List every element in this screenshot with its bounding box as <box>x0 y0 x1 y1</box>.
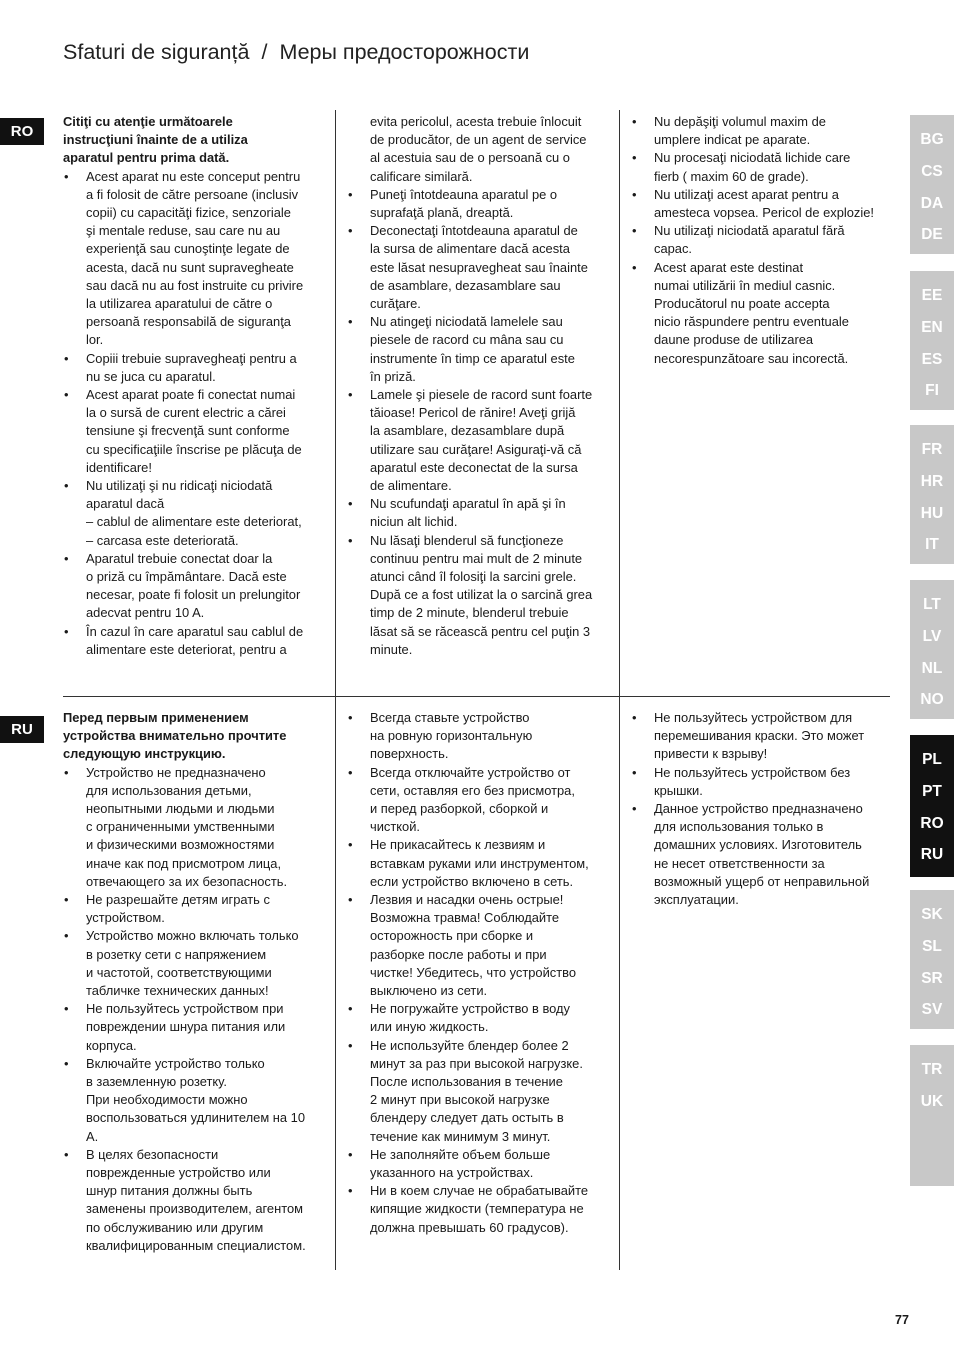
list-item <box>631 800 893 909</box>
list-item-line: возможный ущерб от неправильной <box>654 873 870 889</box>
list-item-line: • Copiii trebuie supravegheaţi pentru a <box>86 350 297 366</box>
ro-column-3 <box>631 113 893 693</box>
intro-line: aparatul pentru prima dată. <box>63 150 230 166</box>
list-item-line: la o sursă de curent electric a cărei <box>86 405 286 421</box>
column-divider <box>335 110 336 697</box>
list-item <box>347 1182 612 1237</box>
list-item-line: şi mentale reduse, sau care nu au <box>86 223 281 239</box>
list-item-line: заменены производителем, агентом <box>86 1201 303 1217</box>
list-item-line: выключено из сети. <box>370 983 488 999</box>
language-link-sl[interactable]: SL <box>922 937 942 955</box>
list-item-continuation <box>347 113 612 186</box>
intro-line: Перед первым применением <box>63 710 249 725</box>
list-item <box>63 350 325 386</box>
list-item <box>63 623 325 659</box>
list-item <box>63 477 325 550</box>
intro-line: следующую инструкцию. <box>63 746 226 762</box>
list-item <box>347 891 612 1000</box>
language-group <box>910 890 954 1029</box>
list-item-line: – carcasa este deteriorată. <box>86 532 239 548</box>
list-item-line: устройством. <box>86 910 165 926</box>
list-item-line: или иную жидкость. <box>370 1019 489 1035</box>
list-item-line: с ограниченными умственными <box>86 819 275 835</box>
list-item-line: nu se juca cu aparatul. <box>86 368 216 384</box>
ru-list-1 <box>63 764 325 1255</box>
list-item <box>63 1000 325 1055</box>
list-item-line: utilizare sau curăţare! Asiguraţi-vă că <box>370 441 582 457</box>
language-link-it[interactable]: IT <box>925 536 939 554</box>
language-link-sr[interactable]: SR <box>921 969 943 987</box>
list-item-line: • Не прикасайтесь к лезвиям и <box>370 837 546 853</box>
list-item-line: осторожность при сборке и <box>370 928 534 944</box>
language-link-lv[interactable]: LV <box>922 627 942 645</box>
list-item-line: квалифицированным специалистом. <box>86 1237 306 1253</box>
list-item-line: numai utilizării în mediul casnic. <box>654 277 836 293</box>
list-item-line: в розетку сети с напряжением <box>86 946 267 962</box>
lang-tag-ro: RO <box>0 118 44 145</box>
list-item <box>347 1037 612 1146</box>
list-item-line: отвечающего за их безопасность. <box>86 873 288 889</box>
list-item-line: • Nu procesaţi niciodată lichide care <box>654 150 851 166</box>
list-item-line: necorespunzătoare sau incorectă. <box>654 350 849 366</box>
list-item <box>347 1146 612 1182</box>
list-item-line: чисткой. <box>370 819 421 835</box>
list-item-line: и перед разборкой, сборкой и <box>370 801 549 817</box>
list-item-line: • Всегда ставьте устройство <box>370 710 530 725</box>
list-item-line: lăsat să se răcească pentru cel puţin 3 <box>370 623 590 639</box>
list-item-line: 2 минут при высокой нагрузке <box>370 1092 550 1108</box>
list-item-line: la utilizarea aparatului de către o <box>86 296 273 312</box>
list-item-line: lor. <box>86 332 104 348</box>
list-item-line: o priză cu împământare. Dacă este <box>86 569 287 585</box>
list-item-line: в заземленную розетку. <box>86 1074 227 1090</box>
ro-column-2 <box>347 113 612 693</box>
section-divider <box>63 696 890 697</box>
list-item <box>347 313 612 386</box>
list-item-line: tensiune şi frecvenţă sunt conforme <box>86 423 290 439</box>
list-item-line: alimentare este deteriorat, pentru a <box>86 641 287 657</box>
list-item-line: niciun alt lichid. <box>370 514 458 530</box>
language-group <box>910 1045 954 1186</box>
language-link-hu[interactable]: HU <box>920 504 944 522</box>
list-item-line: nicio răspundere pentru eventuale <box>654 314 849 330</box>
list-item-line: • Лезвия и насадки очень острые! <box>370 892 564 908</box>
list-item <box>63 386 325 477</box>
list-item-line: не несет ответственности за <box>654 855 825 871</box>
list-item-line: capac. <box>654 241 692 257</box>
list-item-line: de producător, de un agent de service <box>370 132 587 148</box>
list-item-line: evita pericolul, acesta trebuie înlocuit <box>370 114 582 129</box>
language-link-fi[interactable]: FI <box>925 382 939 400</box>
intro-line: Citiţi cu atenţie următoarele <box>63 114 233 129</box>
language-link-lt[interactable]: LT <box>923 596 941 613</box>
list-item-line: acesta, dacă nu sunt supravegheate <box>86 259 294 275</box>
list-item-line: на ровную горизонтальную <box>370 728 533 744</box>
list-item-line: piesele de racord cu mâna sau cu <box>370 332 564 348</box>
list-item-line: necesar, poate fi folosit un prelungitor <box>86 587 301 603</box>
list-item-line: для использования только в <box>654 819 824 835</box>
language-link-no[interactable]: NO <box>920 691 944 709</box>
language-link-hr[interactable]: HR <box>920 472 944 490</box>
list-item-line: adecvat pentru 10 A. <box>86 605 205 621</box>
list-item-line: curăţare. <box>370 296 421 312</box>
list-item <box>631 259 893 368</box>
list-item-line: • Acest aparat poate fi conectat numai <box>86 387 296 403</box>
list-item-line: • Nu depăşiţi volumul maxim de <box>654 114 826 129</box>
list-item-line: После использования в течение <box>370 1074 563 1090</box>
list-item-line: cu specificaţiile înscrise pe plăcuţa de <box>86 441 302 457</box>
list-item-line: • Nu scufundaţi aparatul în apă şi în <box>370 496 566 512</box>
list-item <box>63 1055 325 1146</box>
language-link-de[interactable]: DE <box>921 226 943 244</box>
column-divider <box>619 110 620 697</box>
list-item <box>631 222 893 258</box>
list-item-line: la sursa de alimentare dacă acesta <box>370 241 570 257</box>
title-ru: Меры предосторожности <box>279 40 530 64</box>
list-item-line: поверхность. <box>370 746 449 762</box>
list-item-line: identificare! <box>86 459 152 475</box>
page-title <box>63 40 529 65</box>
list-item-line: • Не используйте блендер более 2 <box>370 1037 569 1053</box>
list-item-line: кипящие жидкости (температура не <box>370 1201 584 1217</box>
language-link-nl[interactable]: NL <box>921 659 943 677</box>
list-item-line: • Не пользуйтесь устройством при <box>86 1001 284 1017</box>
list-item-line: иначе как под присмотром лица, <box>86 855 282 871</box>
language-link-ru[interactable]: RU <box>920 846 944 864</box>
language-link-pl[interactable]: PL <box>922 751 942 768</box>
list-item <box>347 386 612 495</box>
list-item-line: • Не заполняйте объем больше <box>370 1146 551 1162</box>
list-item-line: А. <box>86 1128 99 1144</box>
language-link-pt[interactable]: PT <box>922 782 942 800</box>
list-item-line: чистке! Убедитесь, что устройство <box>370 964 577 980</box>
list-item-line: • Puneţi întotdeauna aparatul pe o <box>370 186 558 202</box>
list-item <box>347 1000 612 1036</box>
list-item-line: табличке технических данных! <box>86 983 269 999</box>
list-item <box>631 709 893 764</box>
ro-list-2 <box>347 113 612 659</box>
language-group <box>910 115 954 254</box>
list-item-line: • Lamele şi piesele de racord sunt foarte <box>370 387 593 403</box>
list-item-line: • Nu lăsaţi blenderul să funcţioneze <box>370 532 564 548</box>
list-item-line: если устройство включено в сеть. <box>370 873 574 889</box>
ru-column-1 <box>63 709 325 1269</box>
list-item-line: крышки. <box>654 782 703 798</box>
list-item-line: al acestuia sau de o persoană cu o <box>370 150 570 166</box>
list-item-line: • Включайте устройство только <box>86 1055 265 1071</box>
list-item-line: сети, оставляя его без присмотра, <box>370 782 575 798</box>
list-item-line: – cablul de alimentare este deteriorat, <box>86 514 302 530</box>
list-item-line: • Устройство можно включать только <box>86 928 299 944</box>
lang-tag-ru: RU <box>0 716 44 743</box>
column-divider <box>619 697 620 1270</box>
list-item-line: воспользоваться удлинителем на 10 <box>86 1110 305 1126</box>
list-item-line: поврежденные устройство или <box>86 1165 271 1181</box>
list-item-line: минут за раз при высокой нагрузке. <box>370 1055 583 1071</box>
language-link-es[interactable]: ES <box>921 350 943 368</box>
list-item-line: для использования детьми, <box>86 782 252 798</box>
language-link-bg[interactable]: BG <box>920 131 944 148</box>
list-item-line: блендеру следует дать остыть в <box>370 1110 564 1126</box>
list-item-line: должна превышать 60 градусов). <box>370 1219 569 1235</box>
list-item-line: în priză. <box>370 368 416 384</box>
ru-list-3 <box>631 709 893 909</box>
ru-intro <box>63 709 325 764</box>
list-item <box>347 186 612 222</box>
language-link-en[interactable]: EN <box>921 318 943 336</box>
list-item-line: вставкам руками или инструментом, <box>370 855 589 871</box>
list-item-line: • Всегда отключайте устройство от <box>370 764 571 780</box>
list-item <box>63 891 325 927</box>
list-item-line: daune produse de utilizarea <box>654 332 814 348</box>
list-item-line: este lăsat nesupravegheat sau înainte <box>370 259 588 275</box>
list-item-line: эксплуатации. <box>654 892 739 908</box>
list-item <box>63 927 325 1000</box>
list-item <box>347 222 612 313</box>
list-item-line: la asamblare, dezasamblare după <box>370 423 565 439</box>
list-item-line: по обслуживанию или другим <box>86 1219 264 1235</box>
page-number: 77 <box>895 1313 909 1327</box>
language-group <box>910 425 954 564</box>
list-item-line: sau dacă nu au fost instruite cu privire <box>86 277 304 293</box>
list-item-line: домашних условиях. Изготовитель <box>654 837 862 853</box>
list-item <box>631 149 893 185</box>
list-item-line: • Nu atingeţi niciodată lamelele sau <box>370 314 563 330</box>
language-link-sk[interactable]: SK <box>921 906 943 923</box>
language-link-sv[interactable]: SV <box>921 1001 943 1019</box>
list-item-line: • Не погружайте устройство в воду <box>370 1001 571 1017</box>
list-item-line: указанного на устройствах. <box>370 1165 534 1181</box>
list-item-line: и частотой, соответствующими <box>86 964 272 980</box>
list-item-line: • În cazul în care aparatul sau cablul de <box>86 623 304 639</box>
list-item-line: suprafaţă plană, dreaptă. <box>370 205 514 221</box>
list-item-line: de asamblare, dezasamblare sau <box>370 277 561 293</box>
intro-line: instrucţiuni înainte de a utiliza <box>63 132 248 148</box>
list-item <box>63 1146 325 1255</box>
title-ro: Sfaturi de siguranță <box>63 40 250 64</box>
list-item-line: и физическими возможностями <box>86 837 275 853</box>
list-item-line: aparatul este deconectat de la sursa <box>370 459 578 475</box>
list-item-line: timp de 2 minute, blenderul trebuie <box>370 605 569 621</box>
list-item-line: atunci când îl folosiţi la sarcini grele. <box>370 569 577 585</box>
list-item-line: привести к взрыву! <box>654 746 768 762</box>
list-item-line: continuu pentru mai mult de 2 minute <box>370 550 583 566</box>
list-item-line: aparatul dacă <box>86 496 165 512</box>
list-item <box>63 168 325 350</box>
list-item <box>631 186 893 222</box>
language-link-ee[interactable]: EE <box>921 287 943 304</box>
list-item <box>347 495 612 531</box>
list-item-line: • Данное устройство предназначено <box>654 801 863 817</box>
list-item-line: a fi folosit de către persoane (inclusiv <box>86 186 299 202</box>
ro-list-1 <box>63 168 325 659</box>
list-item-line: • Deconectaţi întotdeauna aparatul de <box>370 223 578 239</box>
list-item-line: instrumente în timp ce aparatul este <box>370 350 575 366</box>
list-item <box>347 764 612 837</box>
list-item <box>631 764 893 800</box>
language-link-ro[interactable]: RO <box>920 814 944 832</box>
list-item-line: • Устройство не предназначено <box>86 764 266 780</box>
list-item-line: • Nu utilizaţi şi nu ridicaţi niciodată <box>86 478 273 494</box>
language-group <box>910 580 954 719</box>
ru-list-2 <box>347 709 612 1237</box>
language-link-fr[interactable]: FR <box>921 441 943 458</box>
list-item-line: • Не разрешайте детям играть с <box>86 892 270 908</box>
list-item-line: • В целях безопасности <box>86 1146 219 1162</box>
list-item <box>347 532 612 659</box>
list-item-line: повреждении шнура питания или <box>86 1019 286 1035</box>
list-item-line: • Aparatul trebuie conectat doar la <box>86 550 273 566</box>
list-item-line: шнур питания должны быть <box>86 1183 253 1199</box>
list-item <box>347 709 612 764</box>
language-link-tr[interactable]: TR <box>921 1061 943 1078</box>
ro-list-3 <box>631 113 893 368</box>
list-item-line: experienţă sau cunoştinţe legate de <box>86 241 290 257</box>
column-divider <box>335 697 336 1270</box>
list-item-line: • Acest aparat este destinat <box>654 259 804 275</box>
list-item-line: разборке после работы и при <box>370 946 547 962</box>
list-item-line: persoană responsabilă de siguranţa <box>86 314 291 330</box>
ru-column-3 <box>631 709 893 1269</box>
list-item-line: течение как минимум 3 минут. <box>370 1128 551 1144</box>
list-item-line: • Не пользуйтесь устройством без <box>654 764 851 780</box>
list-item-line: Возможна травма! Соблюдайте <box>370 910 560 926</box>
ro-intro <box>63 113 325 168</box>
intro-line: устройства внимательно прочтите <box>63 728 287 744</box>
list-item-line: tăioase! Pericol de rănire! Aveţi grijă <box>370 405 576 421</box>
list-item-line: неопытными людьми и людьми <box>86 801 275 817</box>
list-item-line: • Acest aparat nu este conceput pentru <box>86 168 301 184</box>
list-item-line: umplere indicat pe aparate. <box>654 132 811 148</box>
list-item-line: După ce a fost utilizat la o sarcină grea <box>370 587 593 603</box>
language-link-da[interactable]: DA <box>920 194 944 212</box>
list-item <box>347 836 612 891</box>
language-link-cs[interactable]: CS <box>921 162 943 180</box>
language-group-active <box>910 735 954 877</box>
list-item-line: fierb ( maxim 60 de grade). <box>654 168 809 184</box>
list-item-line: calificare similară. <box>370 168 473 184</box>
list-item-line: copii) cu capacităţi fizice, senzoriale <box>86 205 291 221</box>
list-item-line: При необходимости можно <box>86 1092 248 1108</box>
list-item-line: • Nu utilizaţi acest aparat pentru a <box>654 186 839 202</box>
list-item-line: Producătorul nu poate accepta <box>654 296 830 312</box>
list-item <box>63 764 325 891</box>
language-link-uk[interactable]: UK <box>920 1092 944 1110</box>
list-item-line: перемешивания краски. Это может <box>654 728 865 744</box>
list-item-line: • Не пользуйтесь устройством для <box>654 710 853 725</box>
language-group <box>910 271 954 410</box>
ro-column-1 <box>63 113 325 693</box>
list-item <box>631 113 893 149</box>
list-item-line: корпуса. <box>86 1037 137 1053</box>
ru-column-2 <box>347 709 612 1269</box>
list-item-line: minute. <box>370 641 413 657</box>
title-separator: / <box>261 40 268 64</box>
list-item <box>63 550 325 623</box>
list-item-line: de alimentare. <box>370 478 452 494</box>
list-item-line: • Ни в коем случае не обрабатывайте <box>370 1183 589 1199</box>
list-item-line: • Nu utilizaţi niciodată aparatul fără <box>654 223 845 239</box>
list-item-line: amesteca vopsea. Pericol de explozie! <box>654 205 874 221</box>
